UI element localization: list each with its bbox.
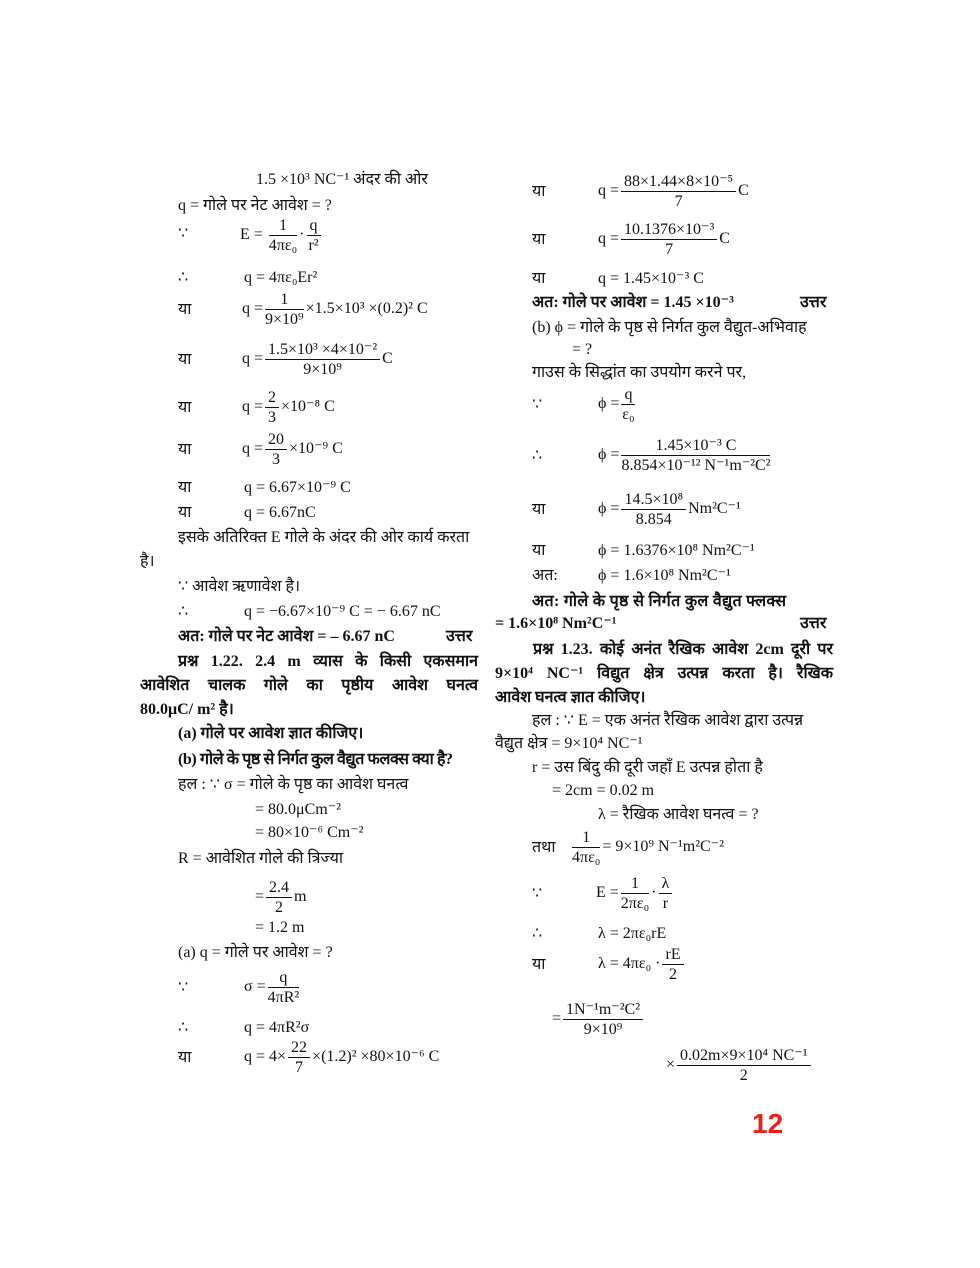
fraction: [265, 430, 287, 469]
equation: = 80.0μCm⁻²: [255, 801, 341, 818]
denominator: 4πR²: [267, 989, 300, 1006]
equation: = 80×10⁻⁶ Cm⁻²: [255, 824, 364, 841]
label-ya: या: [178, 441, 192, 458]
lhs: ϕ =: [598, 500, 620, 518]
numerator: q: [621, 385, 635, 405]
text-line: इसके अतिरिक्त E गोले के अंदर की ओर कार्य करता: [178, 529, 470, 546]
denominator: 9×10⁹: [583, 1021, 623, 1038]
lhs: ϕ =: [598, 395, 620, 413]
rest: ×10⁻⁹ C: [289, 440, 343, 458]
denominator: 7: [665, 241, 674, 258]
numerator: 1: [269, 216, 297, 236]
equation-line: [178, 217, 319, 254]
equation: [598, 385, 637, 424]
label-ya: या: [178, 504, 192, 521]
equation: [244, 968, 301, 1007]
equation-line: [532, 491, 741, 528]
text-line: λ = रैखिक आवेश घनत्व = ?: [598, 806, 759, 823]
equation: ϕ = 1.6376×10⁸ Nm²C⁻¹: [598, 542, 755, 559]
equation-line: [178, 389, 335, 426]
lhs: ×: [666, 1056, 676, 1074]
lhs: q =: [242, 398, 264, 416]
denominator: 9×10⁹: [265, 311, 304, 328]
denominator: 4πε₀: [268, 237, 298, 254]
numerator: q: [307, 216, 321, 236]
equation: [242, 388, 335, 427]
equation-line: [178, 1039, 440, 1076]
numerator: 1.5×10³ ×4×10⁻²: [265, 340, 380, 360]
numerator: 1.45×10⁻³ C: [621, 436, 770, 456]
rest: ×(1.2)² ×80×10⁻⁶ C: [312, 1048, 440, 1066]
equation: q = 6.67×10⁻⁹ C: [244, 479, 351, 496]
fraction: [572, 828, 600, 867]
label-ya: या: [532, 501, 546, 518]
equation-line: [178, 1018, 310, 1038]
fraction: [265, 340, 380, 379]
question-text: प्रश्न 1.22. 2.4 m व्यास के किसी एकसमान: [178, 653, 478, 670]
text-line: r = उस बिंदु की दूरी जहाँ E उत्पन्न होता है: [532, 759, 763, 776]
equation: λ = 2πε₀rE: [598, 925, 667, 942]
lhs: q = 4×: [244, 1048, 287, 1066]
fraction: [288, 1038, 310, 1077]
denominator: 9×10⁹: [303, 361, 342, 378]
numerator: q: [268, 968, 300, 988]
question-text: आवेशित चालक गोले का पृष्ठीय आवेश घनत्व: [140, 677, 478, 694]
equation-line: [532, 924, 667, 944]
numerator: 22: [288, 1038, 310, 1058]
equation-line: [532, 946, 681, 983]
sub-question-b: (b) गोले के पृष्ठ से निर्गत कुल वैद्युत फलक्स क्या है?: [178, 751, 453, 768]
equation: [570, 828, 724, 867]
fraction: [662, 945, 683, 984]
fraction: [621, 220, 717, 259]
fraction: [563, 1000, 643, 1039]
answer-line: अत: गोले पर नेट आवेश = – 6.67 nC: [178, 628, 395, 645]
equation-line: [532, 566, 731, 586]
lhs: σ =: [244, 978, 266, 996]
equation-line: [178, 478, 351, 498]
label-atah: अत:: [532, 567, 558, 584]
numerator: 10.1376×10⁻³: [621, 220, 717, 240]
rest: ×1.5×10³ ×(0.2)² C: [305, 300, 428, 318]
numerator: 20: [265, 430, 287, 450]
answer-label: उत्तर: [446, 628, 473, 645]
lhs: =: [552, 1010, 562, 1028]
therefore-symbol: ∴: [178, 1019, 189, 1036]
label-ya: या: [178, 479, 192, 496]
equation: [598, 436, 772, 475]
text-line: = ?: [572, 341, 593, 358]
lhs: =: [255, 888, 265, 906]
lhs: q =: [242, 440, 264, 458]
equation: q = 6.67nC: [244, 504, 316, 521]
label-ya: या: [178, 351, 192, 368]
therefore-symbol: ∴: [532, 925, 543, 942]
equation: [240, 216, 323, 255]
answer-line: = 1.6×10⁸ Nm²C⁻¹: [495, 615, 617, 632]
lhs: q =: [242, 300, 264, 318]
rest: = 9×10⁹ N⁻¹m²C⁻²: [602, 838, 724, 856]
because-symbol: ∵: [532, 396, 543, 413]
solution-line: हल : ∵ σ = गोले के पृष्ठ का आवेश घनत्व: [178, 776, 409, 793]
fraction: [265, 388, 279, 427]
equation-line: [532, 269, 704, 289]
fraction: [621, 385, 635, 424]
text-line: q = गोले पर नेट आवेश = ?: [178, 197, 332, 214]
equation-line: [178, 268, 318, 288]
equation: = 2cm = 0.02 m: [552, 782, 655, 799]
numerator: 2.4: [266, 878, 292, 898]
lhs: E =: [596, 884, 619, 902]
answer-label: उत्तर: [800, 294, 827, 311]
numerator: 14.5×10⁸: [621, 490, 686, 510]
denominator: 4πε₀: [572, 849, 601, 866]
fraction: [621, 874, 649, 913]
answer-line: अत: गोले के पृष्ठ से निर्गत कुल वैद्युत फ्लक्स: [532, 593, 787, 610]
equation-line: [178, 602, 441, 622]
text-line: (a) q = गोले पर आवेश = ?: [178, 944, 333, 961]
text-line: 1.5 ×10³ NC⁻¹ अंदर की ओर: [256, 171, 428, 188]
therefore-symbol: ∴: [178, 269, 189, 286]
fraction: [265, 290, 304, 329]
equation-line: [178, 969, 300, 1006]
fraction: [677, 1046, 811, 1085]
denominator: 7: [674, 193, 683, 210]
rest: C: [738, 182, 749, 200]
text-line: वैद्युत क्षेत्र = 9×10⁴ NC⁻¹: [495, 735, 643, 752]
fraction: [266, 878, 292, 917]
equation: [242, 340, 393, 379]
denominator: 2: [669, 966, 678, 983]
lhs: q =: [598, 182, 620, 200]
fraction: [621, 490, 686, 529]
because-symbol: ∵: [178, 225, 189, 242]
fraction: [268, 968, 300, 1007]
label-tatha: तथा: [532, 839, 556, 856]
equation: [242, 290, 428, 329]
equation: [596, 874, 674, 913]
question-text: प्रश्न 1.23. कोई अनंत रैखिक आवेश 2cm दूरी पर: [533, 641, 833, 658]
answer-label: उत्तर: [800, 615, 827, 632]
solution-line: हल : ∵ E = एक अनंत रैखिक आवेश द्वारा उत्पन्न: [532, 712, 804, 729]
equation-line: [532, 875, 670, 912]
equation: [255, 878, 306, 917]
therefore-symbol: ∴: [532, 447, 543, 464]
lhs: E =: [240, 226, 263, 244]
lhs: q =: [242, 350, 264, 368]
numerator: 1: [621, 874, 649, 894]
equation-line: [178, 291, 428, 328]
lhs: λ = 4πε₀ ·: [598, 955, 661, 973]
equation-line: [532, 541, 755, 561]
denominator: 7: [295, 1059, 304, 1076]
rest: m: [294, 888, 307, 906]
equation: [244, 1038, 439, 1077]
question-text: 9×10⁴ NC⁻¹ विद्युत क्षेत्र उत्पन्न करता है। रैखिक: [495, 665, 833, 682]
equation-line: [532, 221, 730, 258]
rest: C: [719, 230, 730, 248]
denominator: ε₀: [622, 406, 635, 423]
label-ya: या: [178, 301, 192, 318]
equation: q = 4πR²σ: [244, 1019, 310, 1036]
dot-operator: ·: [651, 884, 657, 902]
because-symbol: ∵: [532, 885, 543, 902]
denominator: r: [662, 895, 669, 912]
equation: q = 1.45×10⁻³ C: [598, 270, 704, 287]
fraction: [659, 874, 673, 913]
equation: [598, 172, 749, 211]
lhs: ϕ =: [598, 446, 620, 464]
denominator: 8.854: [635, 511, 672, 528]
question-text: 80.0μC/ m² है।: [140, 701, 234, 718]
sub-question-a: (a) गोले पर आवेश ज्ञात कीजिए।: [178, 725, 364, 742]
label-ya: या: [532, 956, 546, 973]
equation: [598, 220, 730, 259]
equation: [598, 945, 686, 984]
text-line: (b) ϕ = गोले के पृष्ठ से निर्गत कुल वैद्युत-अभिवाह: [532, 319, 807, 336]
equation: = 1.2 m: [255, 919, 305, 936]
equation-line: [532, 437, 771, 474]
question-1-22: [140, 650, 478, 722]
text-line: R = आवेशित गोले की त्रिज्या: [178, 850, 344, 867]
fraction: [621, 172, 736, 211]
numerator: 1N⁻¹m⁻²C²: [563, 1000, 643, 1020]
question-1-23: [495, 638, 833, 710]
fraction: [269, 216, 297, 255]
equation-line: [532, 173, 749, 210]
numerator: 0.02m×9×10⁴ NC⁻¹: [677, 1046, 811, 1066]
numerator: 2: [265, 388, 279, 408]
equation: [666, 1046, 813, 1085]
equation: [598, 490, 741, 529]
equation: q = −6.67×10⁻⁹ C = − 6.67 nC: [244, 603, 441, 620]
equation-line: [178, 503, 316, 523]
rest: Nm²C⁻¹: [688, 500, 741, 518]
equation-line: [178, 341, 393, 378]
equation-line: [532, 829, 724, 866]
text-line: गाउस के सिद्धांत का उपयोग करने पर,: [532, 364, 747, 381]
denominator: 2πε₀: [620, 895, 650, 912]
text-line: ∵ आवेश ऋणावेश है।: [178, 578, 301, 595]
fraction: [621, 436, 770, 475]
fraction: [307, 216, 321, 255]
label-ya: या: [178, 1049, 192, 1066]
label-ya: या: [178, 399, 192, 416]
equation: [242, 430, 343, 469]
equation-line: [532, 386, 635, 423]
equation: ϕ = 1.6×10⁸ Nm²C⁻¹: [598, 567, 731, 584]
denominator: 2: [275, 899, 284, 916]
page-number: 12: [752, 1108, 784, 1139]
numerator: rE: [662, 945, 683, 965]
numerator: 1: [572, 828, 600, 848]
answer-line: अत: गोले पर आवेश = 1.45 ×10⁻³: [532, 294, 734, 311]
numerator: 1: [265, 290, 304, 310]
denominator: 2: [739, 1067, 748, 1084]
therefore-symbol: ∴: [178, 603, 189, 620]
denominator: 8.854×10⁻¹² N⁻¹m⁻²C²: [621, 457, 771, 474]
label-ya: या: [532, 231, 546, 248]
denominator: 3: [268, 409, 277, 426]
rest: ×10⁻⁸ C: [281, 398, 335, 416]
numerator: λ: [659, 874, 673, 894]
denominator: r²: [308, 237, 319, 254]
dot-operator: ·: [299, 226, 305, 244]
label-ya: या: [532, 542, 546, 559]
text-line: है।: [140, 553, 155, 570]
label-ya: या: [532, 183, 546, 200]
lhs: q =: [598, 230, 620, 248]
equation-line: [178, 431, 343, 468]
numerator: 88×1.44×8×10⁻⁵: [621, 172, 736, 192]
label-ya: या: [532, 270, 546, 287]
denominator: 3: [272, 451, 281, 468]
equation: [552, 1000, 645, 1039]
equation: q = 4πε₀Er²: [244, 269, 318, 286]
because-symbol: ∵: [178, 979, 189, 996]
question-text: आवेश घनत्व ज्ञात कीजिए।: [495, 689, 646, 706]
rest: C: [382, 350, 393, 368]
